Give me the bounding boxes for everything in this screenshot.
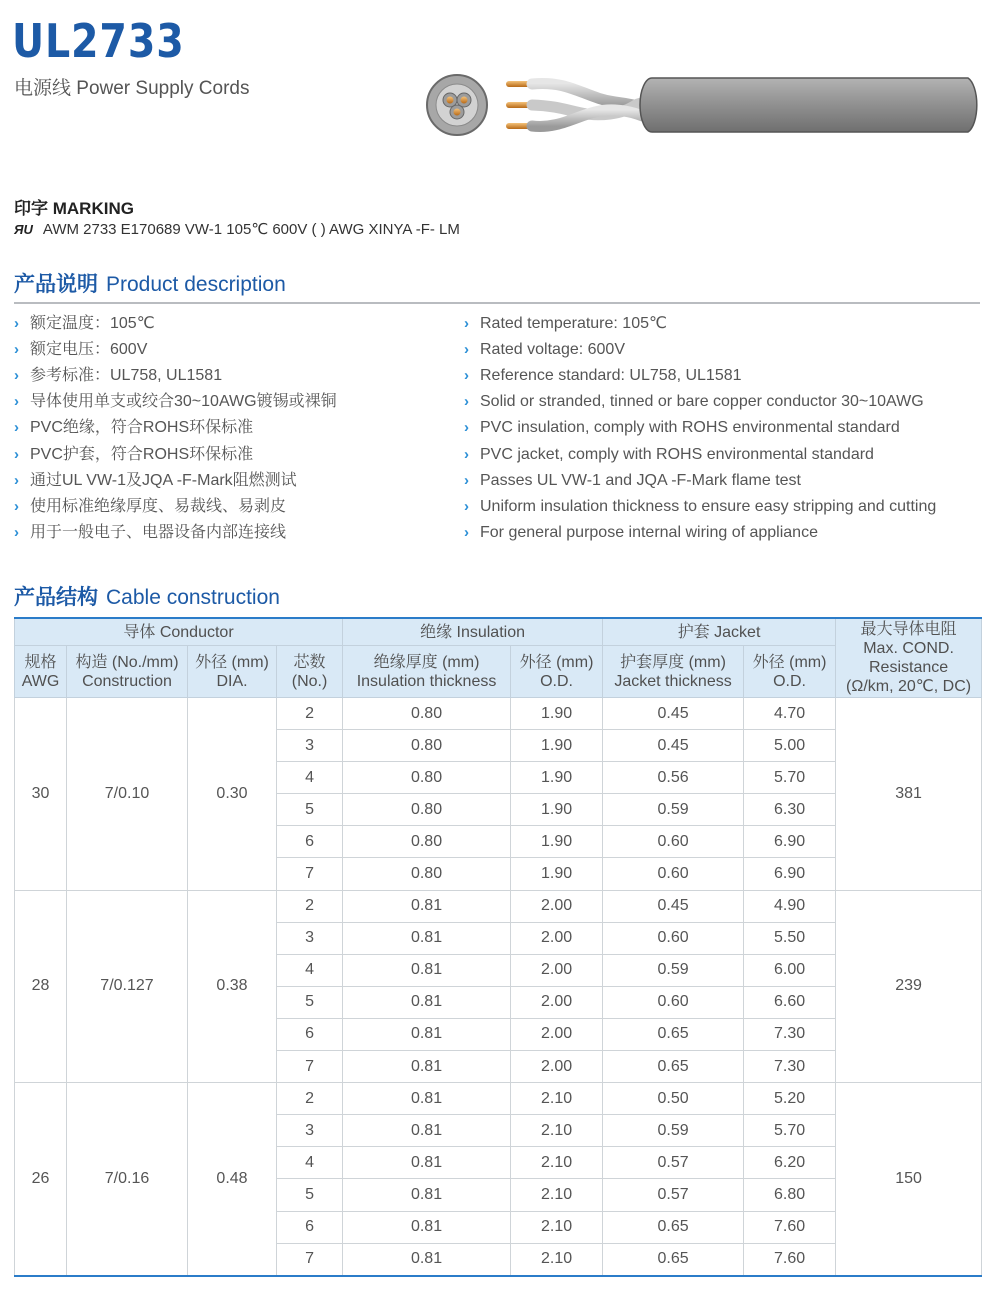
description-item (14, 389, 337, 415)
table-row (15, 698, 982, 730)
marking-text: AWM 2733 E170689 VW-1 105℃ 600V ( ) AWG XINYA -F- LM (42, 221, 460, 238)
description-text: Uniform insulation thickness to ensure easy stripping and cutting (480, 497, 937, 515)
cable-construction-heading (14, 581, 980, 615)
insulation-od-cell: 2.10 (511, 1115, 603, 1147)
description-text: 导体使用单支或绞合30~10AWG镀锡或裸铜 (30, 393, 337, 411)
chevron-right-icon: › (14, 445, 19, 463)
insulation-od-cell: 2.00 (511, 986, 603, 1018)
insulation-od-cell: 1.90 (511, 730, 603, 762)
jacket-thickness-cell: 0.60 (603, 986, 744, 1018)
cores-cell: 7 (277, 1051, 343, 1083)
section-heading-cn: 产品说明 (14, 273, 98, 296)
awg-cell: 30 (15, 698, 67, 891)
section-heading-en: Product description (106, 273, 286, 296)
jacket-od-cell: 6.30 (744, 794, 836, 826)
jacket-thickness-cell: 0.65 (603, 1211, 744, 1243)
resistance-header (836, 618, 982, 698)
description-item (464, 415, 936, 441)
jacket-thickness-cell: 0.57 (603, 1179, 744, 1211)
description-text: Rated temperature: 105℃ (480, 315, 667, 333)
jacket-od-cell: 4.90 (744, 890, 836, 922)
cores-cell: 2 (277, 698, 343, 730)
section-heading-cn: 产品结构 (14, 586, 98, 609)
description-list-en (464, 311, 936, 546)
product-title: UL2733 (12, 14, 185, 68)
chevron-right-icon: › (14, 315, 19, 333)
chevron-right-icon: › (14, 367, 19, 385)
dia-cell: 0.30 (188, 698, 277, 891)
chevron-right-icon: › (464, 445, 469, 463)
jacket-od-cell: 6.90 (744, 858, 836, 890)
insulation-od-cell: 1.90 (511, 698, 603, 730)
jacket-thickness-cell: 0.45 (603, 730, 744, 762)
cores-cell: 7 (277, 858, 343, 890)
jacket-od-header: 外径 (mm) O.D. (744, 646, 836, 698)
jacket-od-cell: 5.00 (744, 730, 836, 762)
description-text: Rated voltage: 600V (480, 341, 625, 359)
jacket-thickness-cell: 0.56 (603, 762, 744, 794)
section-heading-en: Cable construction (106, 586, 280, 609)
description-text: Passes UL VW-1 and JQA -F-Mark flame test (480, 471, 801, 489)
insulation-thickness-cell: 0.81 (343, 1018, 511, 1050)
jacket-thickness-cell: 0.60 (603, 858, 744, 890)
insulation-thickness-cell: 0.81 (343, 1179, 511, 1211)
jacket-thickness-cell: 0.65 (603, 1243, 744, 1276)
dia-cell: 0.48 (188, 1083, 277, 1276)
insulation-od-cell: 2.10 (511, 1243, 603, 1276)
description-item (464, 311, 936, 337)
jacket-thickness-cell: 0.60 (603, 826, 744, 858)
jacket-od-cell: 5.70 (744, 1115, 836, 1147)
cores-header: 芯数 (No.) (277, 646, 343, 698)
insulation-thickness-cell: 0.81 (343, 1051, 511, 1083)
insulation-thickness-cell: 0.81 (343, 1211, 511, 1243)
insulation-od-cell: 1.90 (511, 762, 603, 794)
chevron-right-icon: › (464, 341, 469, 359)
table-row (15, 1083, 982, 1115)
description-item (464, 494, 936, 520)
insulation-thickness-cell: 0.81 (343, 922, 511, 954)
description-item (464, 468, 936, 494)
construction-header: 构造 (No./mm) Construction (67, 646, 188, 698)
jacket-od-cell: 4.70 (744, 698, 836, 730)
jacket-od-cell: 7.60 (744, 1243, 836, 1276)
description-item (464, 363, 936, 389)
jacket-od-cell: 6.20 (744, 1147, 836, 1179)
cores-cell: 5 (277, 794, 343, 826)
jacket-od-cell: 7.30 (744, 1018, 836, 1050)
cable-illustration (420, 68, 984, 146)
description-text: Reference standard: UL758, UL1581 (480, 367, 742, 385)
dia-cell: 0.38 (188, 890, 277, 1083)
jacket-od-cell: 5.20 (744, 1083, 836, 1115)
jacket-thickness-cell: 0.45 (603, 890, 744, 922)
resistance-header-en2: Resistance (868, 659, 949, 676)
cores-cell: 4 (277, 762, 343, 794)
chevron-right-icon: › (464, 523, 469, 541)
description-item (14, 468, 337, 494)
insulation-od-cell: 2.10 (511, 1147, 603, 1179)
jacket-od-cell: 7.60 (744, 1211, 836, 1243)
description-item (14, 441, 337, 467)
cores-cell: 3 (277, 730, 343, 762)
resistance-header-en1: Max. COND. (863, 640, 954, 657)
jacket-od-cell: 7.30 (744, 1051, 836, 1083)
chevron-right-icon: › (14, 393, 19, 411)
description-item (14, 363, 337, 389)
cores-cell: 6 (277, 826, 343, 858)
jacket-thickness-cell: 0.50 (603, 1083, 744, 1115)
chevron-right-icon: › (464, 419, 469, 437)
insulation-thickness-cell: 0.80 (343, 858, 511, 890)
description-text: Solid or stranded, tinned or bare copper conductor 30~10AWG (480, 393, 924, 411)
construction-table-body (15, 698, 982, 1276)
cable-cross-section-icon (427, 75, 487, 135)
insulation-thickness-cell: 0.80 (343, 826, 511, 858)
cores-cell: 4 (277, 1147, 343, 1179)
description-item (14, 494, 337, 520)
description-text: 用于一般电子、电器设备内部连接线 (30, 523, 287, 541)
awg-header: 规格 AWG (15, 646, 67, 698)
construction-cell: 7/0.16 (67, 1083, 188, 1276)
insulation-od-cell: 2.00 (511, 922, 603, 954)
construction-cell: 7/0.127 (67, 890, 188, 1083)
cores-cell: 5 (277, 986, 343, 1018)
jacket-od-cell: 5.50 (744, 922, 836, 954)
construction-cell: 7/0.10 (67, 698, 188, 891)
insulation-od-header: 外径 (mm) O.D. (511, 646, 603, 698)
insulation-od-cell: 2.00 (511, 1051, 603, 1083)
insulation-od-cell: 1.90 (511, 826, 603, 858)
description-item (14, 520, 337, 546)
insulation-thickness-cell: 0.81 (343, 1083, 511, 1115)
resistance-cell: 381 (836, 698, 982, 891)
jacket-thickness-cell: 0.45 (603, 698, 744, 730)
description-text: 使用标准绝缘厚度、易裁线、易剥皮 (30, 497, 287, 515)
ul-recognized-logo-icon: ЯU (14, 221, 33, 237)
dia-header: 外径 (mm) DIA. (188, 646, 277, 698)
insulation-od-cell: 2.10 (511, 1179, 603, 1211)
cores-cell: 2 (277, 890, 343, 922)
resistance-header-cn: 最大导体电阻 (860, 621, 957, 638)
description-item (464, 520, 936, 546)
insulation-thickness-cell: 0.80 (343, 794, 511, 826)
insulation-od-cell: 1.90 (511, 858, 603, 890)
jacket-thickness-cell: 0.57 (603, 1147, 744, 1179)
jacket-od-cell: 6.00 (744, 954, 836, 986)
insulation-od-cell: 2.00 (511, 954, 603, 986)
description-item (14, 311, 337, 337)
insulation-group-header: 绝缘 Insulation (343, 618, 603, 646)
jacket-thickness-cell: 0.65 (603, 1018, 744, 1050)
description-list-cn (14, 311, 337, 546)
description-item (14, 337, 337, 363)
description-item (464, 389, 936, 415)
jacket-thickness-cell: 0.65 (603, 1051, 744, 1083)
conductor-group-header: 导体 Conductor (15, 618, 343, 646)
insulation-thickness-header: 绝缘厚度 (mm) Insulation thickness (343, 646, 511, 698)
insulation-od-cell: 2.10 (511, 1083, 603, 1115)
description-item (464, 337, 936, 363)
chevron-right-icon: › (14, 497, 19, 515)
insulation-thickness-cell: 0.81 (343, 954, 511, 986)
chevron-right-icon: › (14, 523, 19, 541)
jacket-thickness-cell: 0.59 (603, 794, 744, 826)
jacket-thickness-header: 护套厚度 (mm) Jacket thickness (603, 646, 744, 698)
chevron-right-icon: › (14, 419, 19, 437)
insulation-thickness-cell: 0.80 (343, 730, 511, 762)
cores-cell: 2 (277, 1083, 343, 1115)
description-text: PVC insulation, comply with ROHS environmental standard (480, 419, 900, 437)
jacket-thickness-cell: 0.59 (603, 1115, 744, 1147)
construction-table (14, 617, 982, 1277)
product-subtitle: 电源线 Power Supply Cords (14, 78, 250, 99)
cores-cell: 5 (277, 1179, 343, 1211)
resistance-cell: 150 (836, 1083, 982, 1276)
insulation-thickness-cell: 0.81 (343, 1147, 511, 1179)
insulation-thickness-cell: 0.81 (343, 1243, 511, 1276)
table-row (15, 890, 982, 922)
jacket-od-cell: 6.60 (744, 986, 836, 1018)
cores-cell: 4 (277, 954, 343, 986)
insulation-thickness-cell: 0.81 (343, 1115, 511, 1147)
description-text: For general purpose internal wiring of appliance (480, 523, 818, 541)
jacket-od-cell: 6.80 (744, 1179, 836, 1211)
insulation-thickness-cell: 0.80 (343, 698, 511, 730)
insulation-thickness-cell: 0.81 (343, 986, 511, 1018)
insulation-od-cell: 1.90 (511, 794, 603, 826)
chevron-right-icon: › (464, 497, 469, 515)
insulation-od-cell: 2.00 (511, 1018, 603, 1050)
cores-cell: 3 (277, 922, 343, 954)
cores-cell: 6 (277, 1211, 343, 1243)
chevron-right-icon: › (464, 471, 469, 489)
jacket-od-cell: 6.90 (744, 826, 836, 858)
insulation-od-cell: 2.10 (511, 1211, 603, 1243)
jacket-group-header: 护套 Jacket (603, 618, 836, 646)
description-text: 参考标准：UL758, UL1581 (30, 367, 223, 385)
description-text: 额定温度：105℃ (30, 315, 155, 333)
description-text: PVC绝缘，符合ROHS环保标准 (30, 419, 254, 437)
chevron-right-icon: › (464, 367, 469, 385)
description-text: 通过UL VW-1及JQA -F-Mark阻燃测试 (30, 471, 297, 489)
chevron-right-icon: › (14, 341, 19, 359)
insulation-thickness-cell: 0.80 (343, 762, 511, 794)
jacket-thickness-cell: 0.60 (603, 922, 744, 954)
description-text: 额定电压：600V (30, 341, 148, 359)
marking-heading: 印字 MARKING (14, 199, 134, 218)
description-text: PVC护套，符合ROHS环保标准 (30, 445, 254, 463)
insulation-thickness-cell: 0.81 (343, 890, 511, 922)
description-item (464, 441, 936, 467)
resistance-cell: 239 (836, 890, 982, 1083)
awg-cell: 28 (15, 890, 67, 1083)
jacket-od-cell: 5.70 (744, 762, 836, 794)
chevron-right-icon: › (464, 393, 469, 411)
chevron-right-icon: › (464, 315, 469, 333)
cores-cell: 7 (277, 1243, 343, 1276)
insulation-od-cell: 2.00 (511, 890, 603, 922)
marking-text-row (14, 220, 460, 238)
cores-cell: 3 (277, 1115, 343, 1147)
jacket-thickness-cell: 0.59 (603, 954, 744, 986)
cores-cell: 6 (277, 1018, 343, 1050)
chevron-right-icon: › (14, 471, 19, 489)
resistance-header-unit: (Ω/km, 20℃, DC) (846, 678, 972, 695)
description-item (14, 415, 337, 441)
awg-cell: 26 (15, 1083, 67, 1276)
description-text: PVC jacket, comply with ROHS environmental standard (480, 445, 874, 463)
product-description-heading (14, 268, 980, 304)
